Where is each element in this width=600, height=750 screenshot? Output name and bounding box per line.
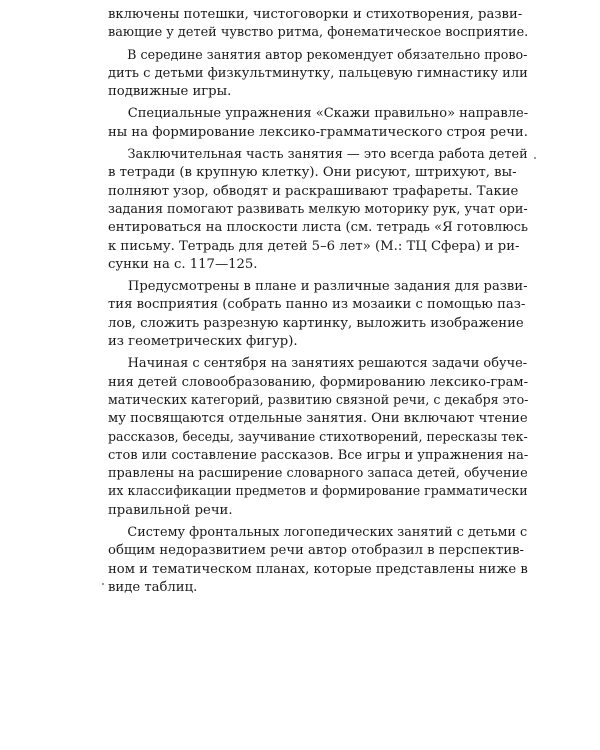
text-line: матических категорий, развитию связной речи, с декабря это- — [108, 392, 529, 408]
paragraph-final-part — [108, 146, 528, 274]
paragraph-continued-games — [108, 6, 528, 43]
text-line: лов, сложить разрезную картинку, выложить изображение — [108, 315, 524, 331]
text-line: Специальные упражнения «Скажи правильно» направле- — [127, 106, 529, 122]
text-line: дить с детьми физкультминутку, пальцевую гимнастику или — [108, 65, 528, 81]
paragraph-special-exercises — [108, 105, 528, 142]
text-line: их классификации предметов и формирование грамматически — [108, 484, 528, 500]
paragraph-perception-tasks — [108, 278, 528, 351]
text-line: правлены на расширение словарного запаса детей, обучение — [108, 466, 528, 482]
scan-speck — [102, 583, 104, 585]
text-line: рассказов, беседы, заучивание стихотворений, пересказы тек- — [108, 429, 528, 445]
text-line: полняют узор, обводят и раскрашивают трафареты. Такие — [108, 183, 519, 199]
text-line: Систему фронтальных логопедических занятий с детьми с — [127, 525, 528, 541]
text-line: задания помогают развивать мелкую моторику рук, учат ори- — [108, 201, 528, 217]
text-line: общим недоразвитием речи автор отобразил в перспектив- — [108, 543, 524, 559]
text-line: ны на формирование лексико-грамматического строя речи. — [108, 124, 528, 140]
text-line: Предусмотрены в плане и различные задания для разви- — [127, 279, 528, 295]
paragraph-system-summary — [108, 524, 528, 597]
text-line: подвижные игры. — [108, 84, 232, 100]
text-line: виде таблиц. — [108, 579, 198, 595]
body-text — [108, 6, 528, 597]
paragraph-september-tasks — [108, 355, 528, 520]
text-line: вающие у детей чувство ритма, фонематическое восприятие. — [108, 25, 529, 41]
text-line: сунки на с. 117—125. — [108, 256, 258, 272]
text-line: В середине занятия автор рекомендует обязательно прово- — [127, 47, 528, 63]
text-line: Заключительная часть занятия — это всегда работа детей — [127, 147, 528, 163]
text-line: ном и тематическом планах, которые представлены ниже в — [108, 561, 528, 577]
text-line: правильной речи. — [108, 502, 233, 518]
scan-speck — [534, 157, 536, 159]
text-line: стов или составление рассказов. Все игры и упражнения на- — [108, 447, 529, 463]
text-line: му посвящаются отдельные занятия. Они включают чтение — [108, 411, 528, 427]
text-line: тия восприятия (собрать панно из мозаики с помощью паз- — [108, 297, 526, 313]
text-line: к письму. Тетрадь для детей 5–6 лет» (М.: ТЦ Сфера) и ри- — [108, 238, 520, 254]
text-line: из геометрических фигур). — [108, 334, 298, 350]
paragraph-physical-break — [108, 47, 528, 102]
text-line: включены потешки, чистоговорки и стихотворения, разви- — [108, 7, 523, 22]
text-line: ния детей словообразованию, формированию лексико-грам- — [108, 374, 529, 390]
text-line: ентироваться на плоскости листа (см. тетрадь «Я готовлюсь — [108, 220, 529, 236]
text-line: в тетради (в крупную клетку). Они рисуют, штрихуют, вы- — [108, 165, 517, 181]
text-line: Начиная с сентября на занятиях решаются задачи обуче- — [127, 356, 528, 372]
